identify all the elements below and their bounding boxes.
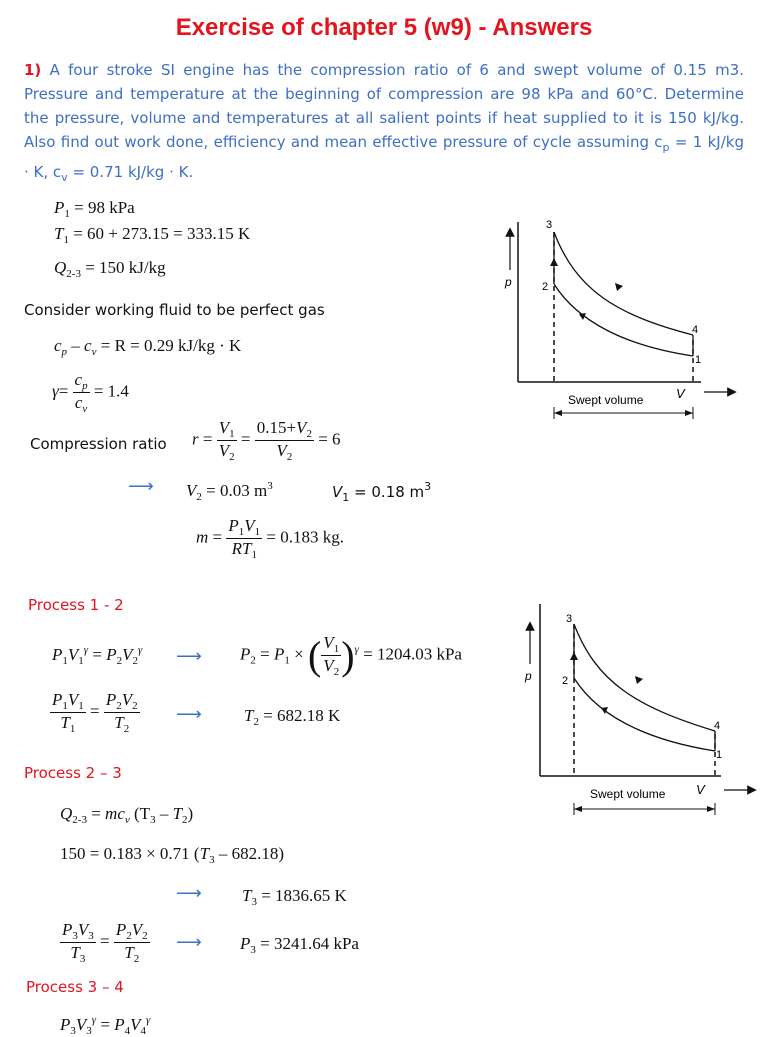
svg-text:2: 2 (562, 675, 569, 687)
svg-text:3: 3 (546, 219, 553, 231)
problem-sub-v: v (61, 171, 68, 184)
eq-t3: $T_3 = 1836.65$ K (242, 886, 347, 908)
problem-text-c: = 0.71 kJ/kg · K. (67, 163, 194, 181)
svg-text:4: 4 (714, 720, 721, 732)
svg-text:2: 2 (542, 281, 549, 293)
eq-q23-numeric: 150 = 0.183 × 0.71 $(T_3 - 682.18)$ (60, 844, 284, 866)
eq-compression-ratio: r = $\frac{V_1}{V_2}$ = $\frac{0.15+V_2}{V_2}$ = 6 (192, 418, 341, 463)
svg-text:4: 4 (692, 324, 699, 336)
process-3-4-heading: Process 3 – 4 (26, 978, 124, 996)
page-title: Exercise of chapter 5 (w9) - Answers (175, 14, 593, 41)
eq-p1: $P_1 = 98$ kPa (54, 198, 135, 220)
arrow-icon: ⟶ (176, 646, 202, 666)
eq-mass: m = $\frac{P_1V_1}{RT_1}$ = 0.183 kg. (196, 516, 344, 561)
v-axis-label: V (676, 386, 685, 401)
problem-statement (24, 58, 744, 190)
compression-ratio-label: Compression ratio (30, 435, 167, 453)
p-axis-label: p (505, 275, 512, 289)
process-1-2-heading: Process 1 - 2 (28, 596, 124, 614)
eq-p3: $P_3 = 3241.64$ kPa (240, 934, 359, 956)
v-axis-label: V (696, 782, 705, 797)
eq-q23-heat: $Q_{2-3} = mc_v$ $(T_3 - T_2)$ (60, 804, 194, 826)
arrow-icon: ⟶ (176, 704, 202, 724)
problem-text-b: = 1 kJ/kg · K, c (24, 133, 744, 181)
eq-adiabatic-34-partial: $P_3V_3^\gamma = P_4V_4^\gamma$ (60, 1014, 151, 1037)
arrow-icon: ⟶ (176, 883, 202, 903)
perfect-gas-text: Consider working fluid to be perfect gas (24, 301, 325, 319)
arrow-icon: ⟶ (128, 476, 154, 496)
eq-gas-constant: $c_p - c_v = R = 0.29$ kJ/kg · K (54, 336, 242, 358)
p-axis-label: p (525, 669, 532, 683)
eq-adiabatic-12: $P_1V_1^\gamma = P_2V_2^\gamma$ (52, 644, 143, 667)
eq-gas-law-12: $\frac{P_1V_1}{T_1}$ = $\frac{P_2V_2}{T_2}$ (52, 690, 138, 735)
pv-diagram-top (496, 210, 746, 425)
pv-diagram-bottom (516, 604, 766, 819)
eq-t2: $T_2 = 682.18$ K (244, 706, 341, 728)
arrow-icon: ⟶ (176, 932, 202, 952)
eq-p2: $P_2 = P_1$ × ( $\frac{V_1}{V_2}$ )$^\gamma$ = 1204.03 kPa (240, 633, 462, 678)
eq-v1: $V_1 = 0.18$ $m^3$ (332, 480, 432, 504)
svg-text:3: 3 (566, 613, 573, 625)
problem-sub-p: p (662, 141, 670, 154)
eq-gas-law-23: $\frac{P_3V_3}{T_3}$ = $\frac{P_2V_2}{T_2}$ (62, 920, 148, 965)
swept-volume-label: Swept volume (590, 787, 666, 801)
problem-text-a: A four stroke SI engine has the compression ratio of 6 and swept volume of 0.15 m3. Pressure and temperature at the beginning of compression are 98 kPa and 60°C. Determine the pressure, volume and temperatures at all salient points if heat supplied to it is 150 kJ/kg. Also find out work done, efficiency and mean effective pressure of cycle assuming c (24, 61, 744, 151)
eq-q23: $Q_{2-3} = 150$ kJ/kg (54, 258, 166, 280)
svg-text:1: 1 (716, 749, 723, 761)
svg-text:1: 1 (695, 354, 702, 366)
eq-v2: $V_2 = 0.03$ $m^3$ (186, 480, 273, 503)
problem-number: 1) (24, 61, 42, 79)
eq-t1: $T_1 = 60 + 273.15 = 333.15$ K (54, 224, 251, 246)
swept-volume-label: Swept volume (568, 393, 644, 407)
process-2-3-heading: Process 2 – 3 (24, 764, 122, 782)
eq-gamma: γ= $\frac{c_p}{c_v}$ = 1.4 (52, 370, 129, 415)
